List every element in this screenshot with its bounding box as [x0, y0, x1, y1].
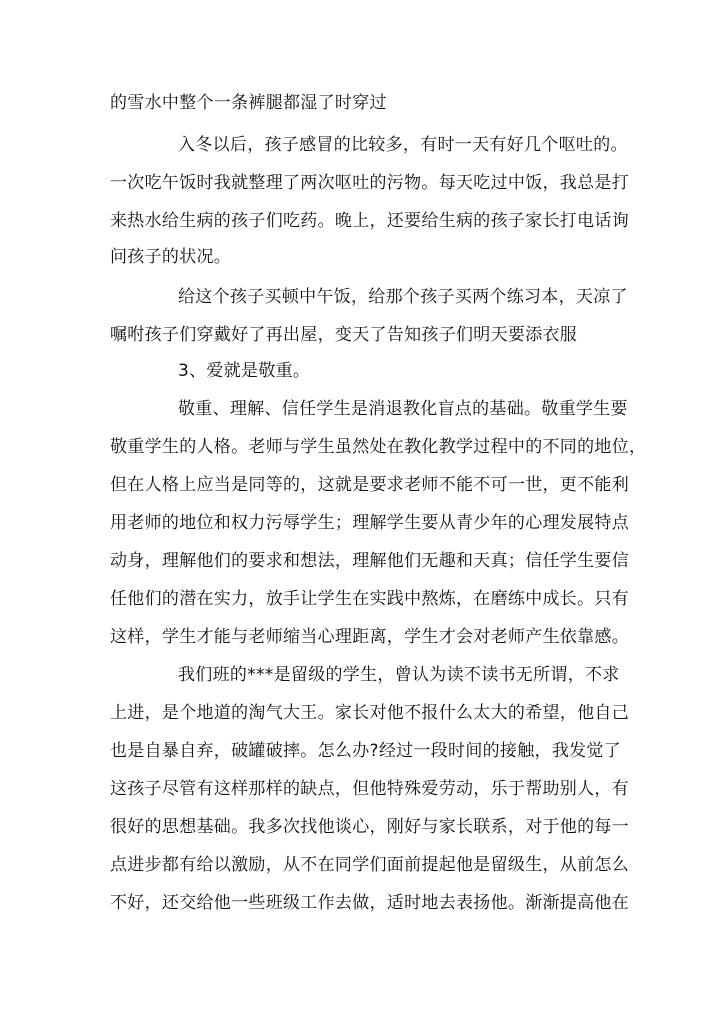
text-line: 敬重、理解、信任学生是消退教化盲点的基础。敬重学生要 [178, 399, 628, 419]
text-line: 这孩子尽管有这样那样的缺点，但他特殊爱劳动，乐于帮助别人，有 [110, 779, 629, 799]
text-line: 我们班的***是留级的学生，曾认为读不读书无所谓，不求 [178, 665, 620, 685]
text-line: 问孩子的状况。 [110, 247, 232, 267]
text-line: 也是自暴自弃，破罐破摔。怎么办?经过一段时间的接触，我发觉了 [110, 741, 622, 761]
text-line: 给这个孩子买顿中午饭，给那个孩子买两个练习本，天凉了 [178, 287, 628, 307]
text-line: 敬重学生的人格。老师与学生虽然处在教化教学过程中的不同的地位， [110, 437, 647, 457]
text-line: 用老师的地位和权力污辱学生；理解学生要从青少年的心理发展特点 [110, 513, 629, 533]
text-line: 点进步都有给以激励，从不在同学们面前提起他是留级生，从前怎么 [110, 855, 629, 875]
text-line: 嘱咐孩子们穿戴好了再出屋，变天了告知孩子们明天要添衣服 [110, 325, 578, 345]
section-heading: 3、爱就是敬重。 [178, 361, 311, 381]
text-line: 的雪水中整个一条裤腿都湿了时穿过 [110, 93, 387, 113]
text-line: 任他们的潜在实力，放手让学生在实践中熬炼，在磨练中成长。只有 [110, 589, 629, 609]
text-line: 入冬以后，孩子感冒的比较多，有时一天有好几个呕吐的。 [178, 135, 628, 155]
text-line: 很好的思想基础。我多次找他谈心，刚好与家长联系，对于他的每一 [110, 817, 629, 837]
text-line: 来热水给生病的孩子们吃药。晚上，还要给生病的孩子家长打电话询 [110, 211, 629, 231]
text-line: 这样，学生才能与老师缩当心理距离，学生才会对老师产生依靠感。 [110, 627, 629, 647]
text-line: 不好，还交给他一些班级工作去做，适时地去表扬他。渐渐提高他在 [110, 893, 629, 913]
text-line: 上进，是个地道的淘气大王。家长对他不报什么太大的希望，他自己 [110, 703, 629, 723]
text-line: 动身，理解他们的要求和想法，理解他们无趣和天真；信任学生要信 [110, 551, 629, 571]
text-line: 但在人格上应当是同等的，这就是要求老师不能不可一世，更不能利 [110, 475, 629, 495]
text-line: 一次吃午饭时我就整理了两次呕吐的污物。每天吃过中饭，我总是打 [110, 173, 629, 193]
